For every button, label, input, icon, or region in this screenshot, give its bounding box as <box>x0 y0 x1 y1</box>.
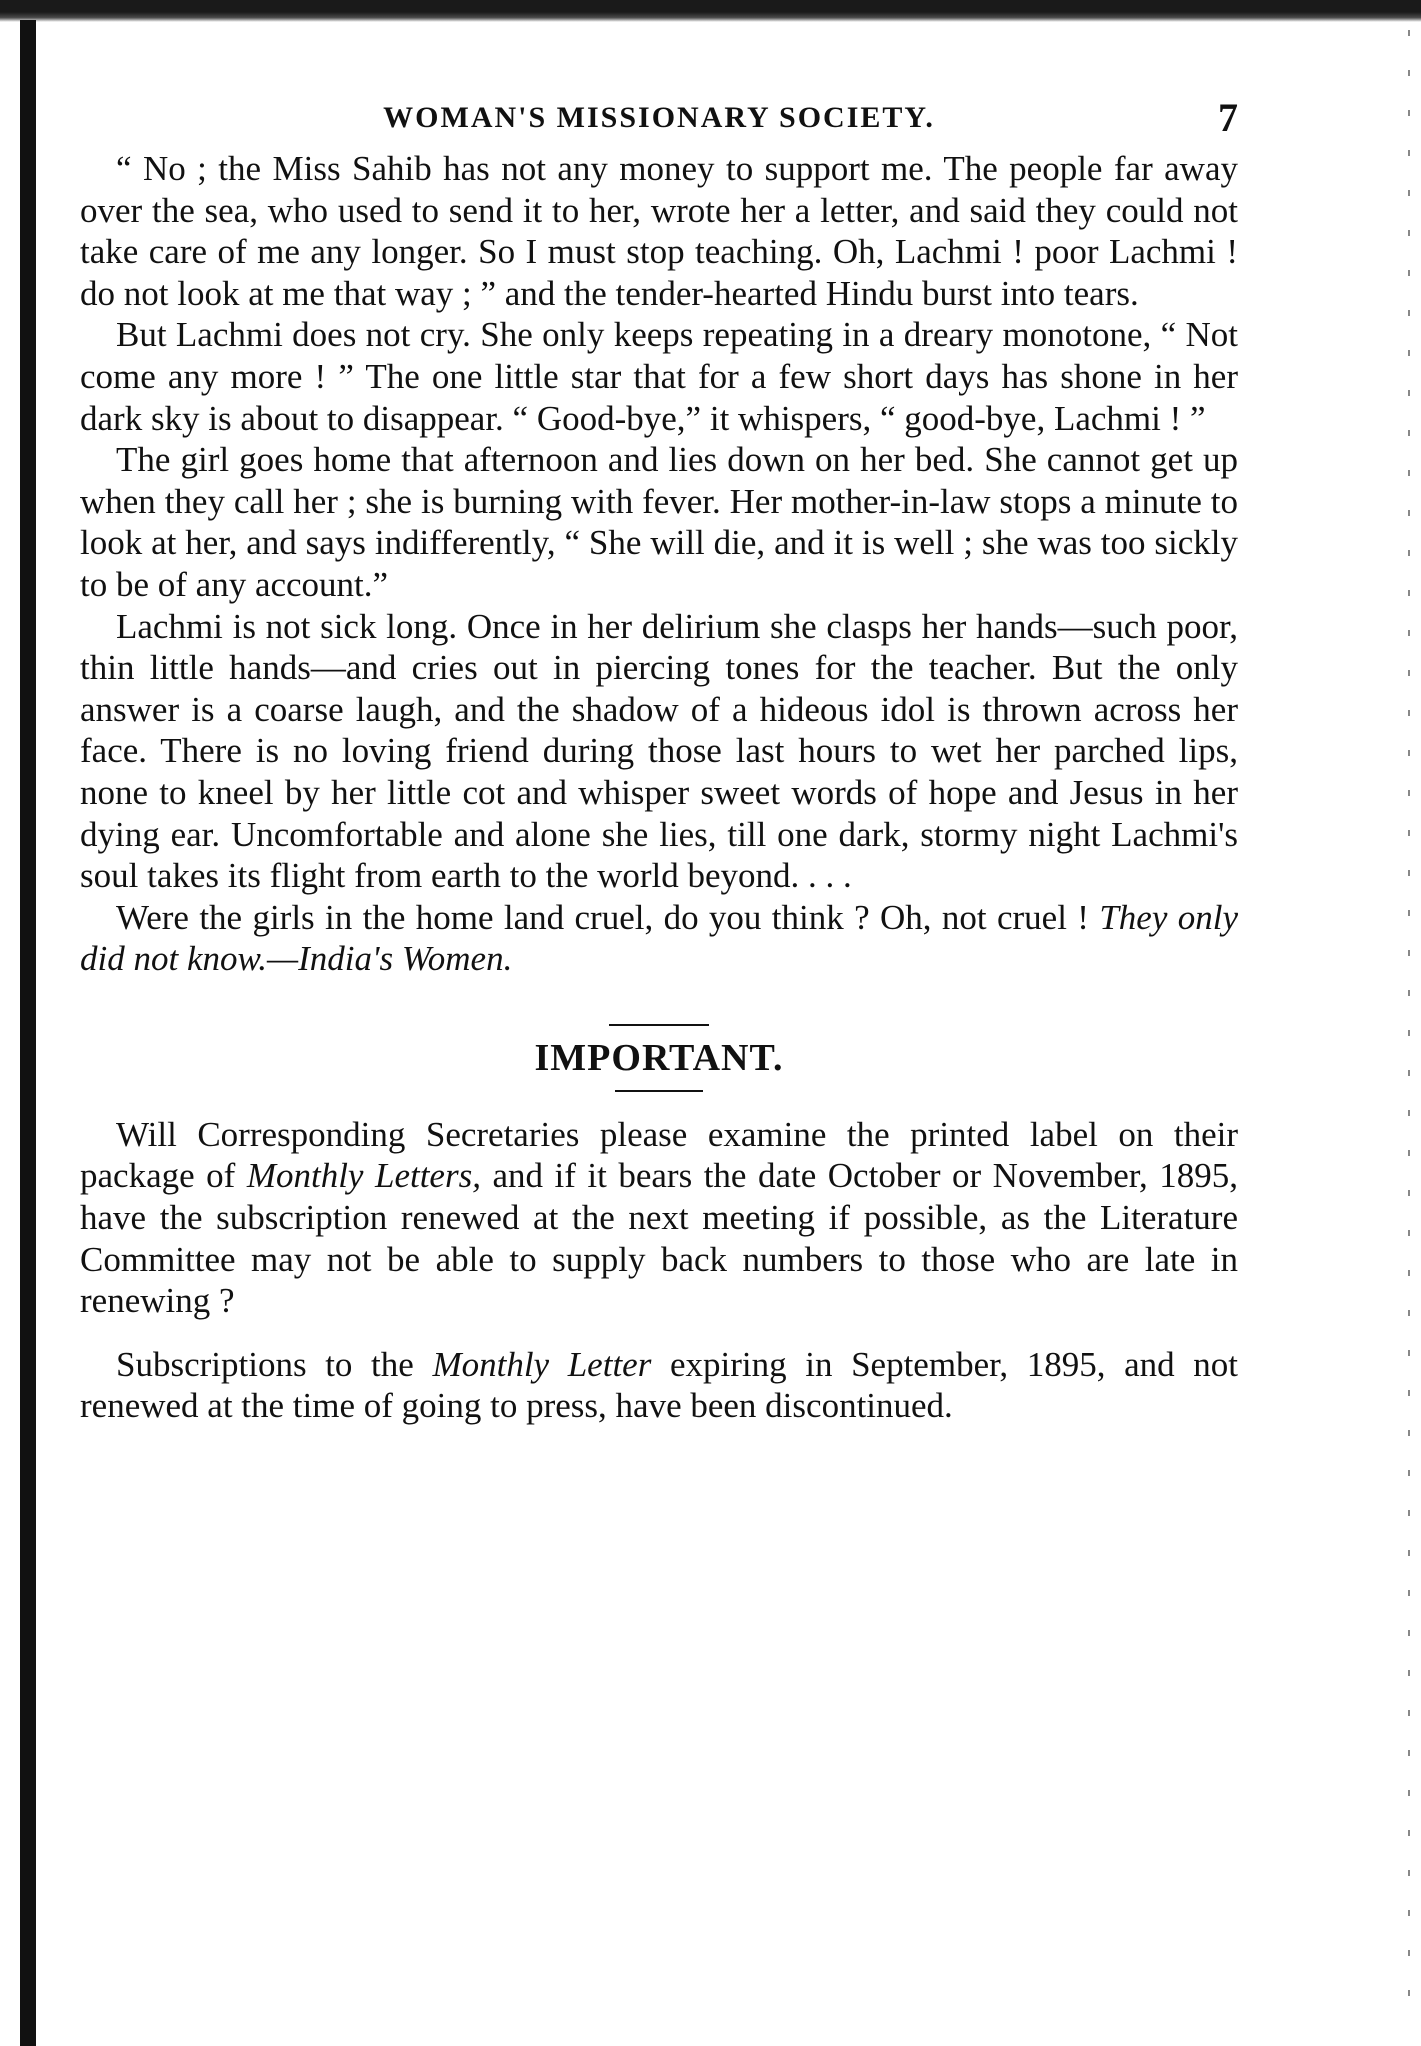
story-closing-text: Were the girls in the home land cruel, do you think ? Oh, not cruel ! <box>116 897 1089 937</box>
notice-paragraph-1 <box>80 1114 1238 1322</box>
section-heading: IMPORTANT. <box>534 1036 784 1079</box>
story-paragraph-3: The girl goes home that afternoon and lies down on her bed. She cannot get up when they call her ; she is burning with fever. Her mother-in-law stops a minute to look at her, and says indifferently, “ She will die, and it is well ; she was too sickly to be of any account.” <box>80 440 1238 604</box>
story-paragraph-2: But Lachmi does not cry. She only keeps repeating in a dreary monotone, “ Not come any more ! ” The one little star that for a few short days has shone in her dark sky is about to disappear. “ Good-bye,” it whispers, “ good-bye, Lachmi ! ” <box>80 315 1238 438</box>
running-title: WOMAN'S MISSIONARY SOCIETY. <box>383 101 935 134</box>
scan-binding-edge <box>20 20 36 2046</box>
notice-2-text-end: expiring in September, 1895, and not renewed at the time of going to press, have been discontinued. <box>80 1344 1239 1426</box>
document-page <box>80 88 1238 1427</box>
notice-2-text-start: Subscriptions to the <box>116 1344 414 1384</box>
publication-title: Monthly Letters, <box>246 1156 481 1196</box>
running-head <box>80 88 1238 148</box>
scan-top-edge <box>0 0 1421 22</box>
story-paragraph-4: Lachmi is not sick long. Once in her delirium she clasps her hands—such poor, thin little hands—and cries out in piercing tones for the teacher. But the only answer is a coarse laugh, and the shadow of a hideous idol is thrown across her face. There is no loving friend during those last hours to wet her parched lips, none to kneel by her little cot and whisper sweet words of hope and Jesus in her dying ear. Uncomfortable and alone she lies, till one dark, stormy night Lachmi's soul takes its flight from earth to the world beyond. . . . <box>80 606 1238 896</box>
notice-1-text-end: and if it bears the date October or November, 1895, have the subscription renewed at the next meeting if possible, as the Literature Committee may not be able to supply back numbers to those who are late in renewing ? <box>80 1156 1239 1321</box>
notice-1-text-start: Will Corresponding Secretaries please examine the printed label on their package of <box>80 1114 1238 1196</box>
section-rule-bottom <box>615 1090 703 1092</box>
story-text <box>80 148 1238 980</box>
section-rule-top <box>609 1024 709 1026</box>
page-number: 7 <box>1218 95 1238 140</box>
story-paragraph-1: “ No ; the Miss Sahib has not any money to support me. The people far away over the sea, who used to send it to her, wrote her a letter, and said they could not take care of me any longer. So I must stop teaching. Oh, Lachmi ! poor Lachmi ! do not look at me that way ; ” and the tender-hearted Hindu burst into tears. <box>80 149 1238 313</box>
scan-right-edge <box>1408 30 1410 2030</box>
notice-paragraph-2 <box>80 1344 1238 1427</box>
publication-title: Monthly Letter <box>432 1344 652 1384</box>
story-signoff: They only did not know.—India's Women. <box>80 897 1239 979</box>
story-closing-paragraph <box>80 897 1238 980</box>
